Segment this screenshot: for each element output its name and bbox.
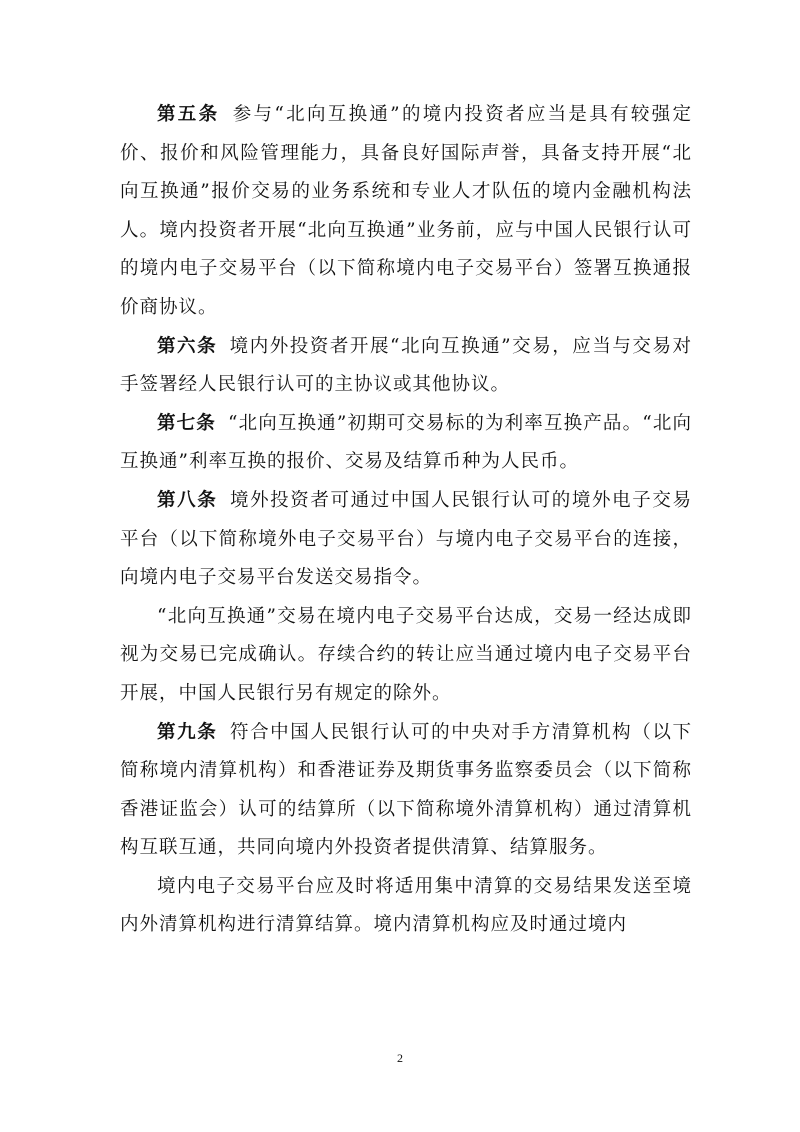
- paragraph-text: 境内电子交易平台应及时将适用集中清算的交易结果发送至境内外清算机构进行清算结算。境内清算机构应及时通过境内: [120, 875, 692, 936]
- paragraph-text: “北向互换通”交易在境内电子交易平台达成，交易一经达成即视为交易已完成确认。存续合约的转让应当通过境内电子交易平台开展，中国人民银行另有规定的除外。: [120, 605, 692, 704]
- paragraph-article-5: [120, 96, 692, 328]
- article-number: 第六条: [157, 335, 218, 357]
- paragraph-article-8-continued: [120, 598, 692, 714]
- paragraph-text: 境内外投资者开展“北向互换通”交易，应当与交易对手签署经人民银行认可的主协议或其他协议。: [120, 335, 692, 396]
- article-number: 第五条: [157, 104, 220, 125]
- paragraph-article-7: [120, 405, 692, 482]
- paragraph-text: 符合中国人民银行认可的中央对手方清算机构（以下简称境内清算机构）和香港证券及期货事务监察委员会（以下简称香港证监会）认可的结算所（以下简称境外清算机构）通过清算机构互联互通，共同向境内外投资者提供清算、结算服务。: [120, 721, 692, 859]
- body-text: [120, 96, 692, 945]
- paragraph-article-9: [120, 714, 692, 868]
- paragraph-article-9-continued: [120, 868, 692, 945]
- paragraph-article-6: [120, 328, 692, 405]
- paragraph-text: “北向互换通”初期可交易标的为利率互换产品。“北向互换通”利率互换的报价、交易及结算币种为人民币。: [120, 412, 692, 473]
- page-number: 2: [397, 1051, 403, 1065]
- article-number: 第七条: [157, 412, 216, 434]
- article-number: 第八条: [157, 489, 218, 511]
- article-number: 第九条: [157, 721, 218, 743]
- paragraph-article-8: [120, 482, 692, 598]
- paragraph-text: 参与“北向互换通”的境内投资者应当是具有较强定价、报价和风险管理能力，具备良好国际声誉，具备支持开展“北向互换通”报价交易的业务系统和专业人才队伍的境内金融机构法人。境内投资者开展“北向互换通”业务前，应与中国人民银行认可的境内电子交易平台（以下简称境内电子交易平台）签署互换通报价商协议。: [120, 104, 692, 318]
- paragraph-text: 境外投资者可通过中国人民银行认可的境外电子交易平台（以下简称境外电子交易平台）与境内电子交易平台的连接，向境内电子交易平台发送交易指令。: [120, 489, 692, 589]
